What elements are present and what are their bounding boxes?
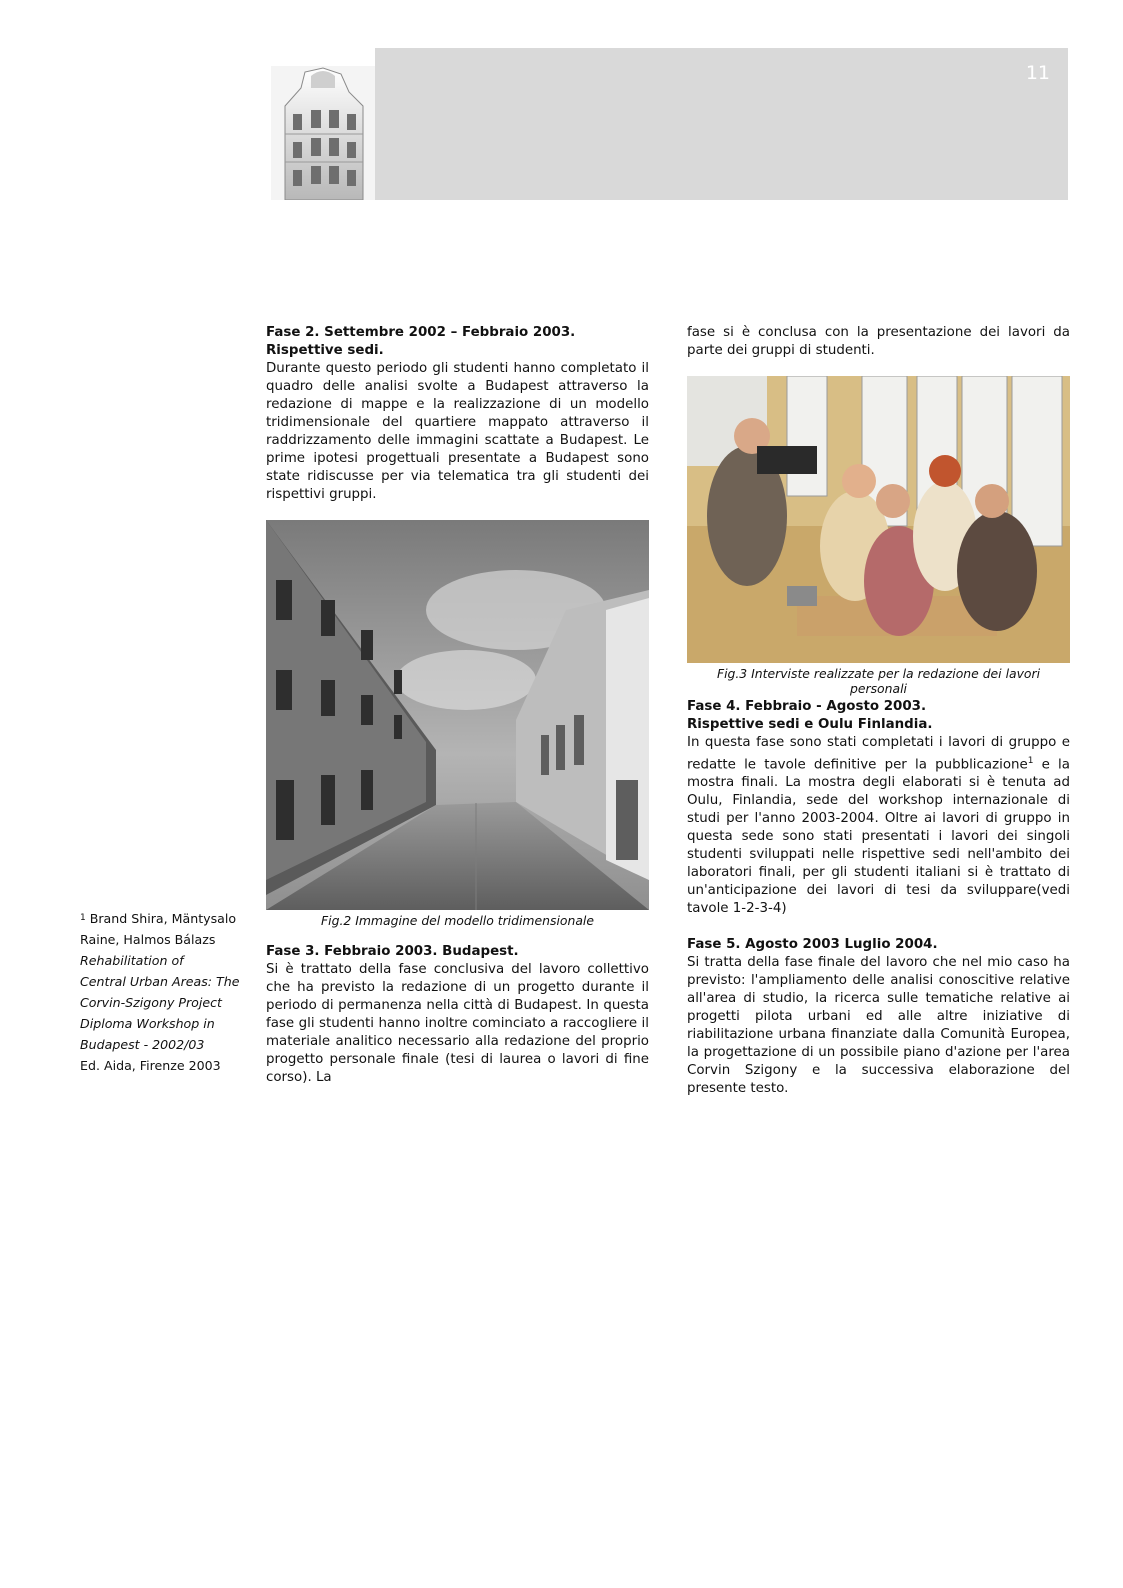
sidenote-title-5: Budapest - 2002/03 — [80, 1037, 205, 1052]
sidenote — [80, 908, 250, 1076]
phase4-body-part2: e la mostra finali. La mostra degli elaborati si è tenuta ad Oulu, Finlandia, sede del workshop internazionale di studi per l'anno 2003-2004. Oltre ai lavori di gruppo in questa sede sono stati presentati i lavori dei singoli studenti sviluppati nelle rispettive sedi nell'ambito dei laboratori finali, per gli studenti italiani si è trattato di un'anticipazione dei lavori di tesi da sviluppare(vedi tavole 1-2-3-4) — [687, 757, 1070, 917]
phase4-subtitle: Rispettive sedi e Oulu Finlandia. — [687, 717, 933, 732]
sidenote-title-1: Rehabilitation of — [80, 953, 184, 968]
phase3-body: Si è trattato della fase conclusiva del lavoro collettivo che ha previsto la redazione di un progetto durante il periodo di permanenza nella città di Budapest. In questa fase gli studenti hanno inoltre cominciato a raccogliere il materiale analitico necessario alla redazione del proprio progetto personale finale (tesi di laurea o lavori di fine corso). La — [266, 962, 649, 1085]
fig3-interview-photo — [687, 376, 1070, 663]
header-building-photo — [271, 66, 375, 200]
sidenote-title-2: Central Urban Areas: The — [80, 974, 240, 989]
left-column-top — [266, 324, 649, 504]
continued-text: fase si è conclusa con la presentazione dei lavori da parte dei gruppi di studenti. — [687, 325, 1070, 358]
phase2-title: Fase 2. Settembre 2002 – Febbraio 2003. — [266, 325, 576, 340]
sidenote-number: 1 — [80, 913, 86, 923]
phase4-body — [687, 734, 1070, 918]
fig2-caption: Fig.2 Immagine del modello tridimensionale — [321, 913, 594, 928]
sidenote-authors-2: Raine, Halmos Bálazs — [80, 932, 216, 947]
sidenote-authors-1: Brand Shira, Mäntysalo — [89, 911, 237, 926]
phase2-subtitle: Rispettive sedi. — [266, 343, 384, 358]
page-number: 11 — [1025, 62, 1050, 84]
fig3-caption: Fig.3 Interviste realizzate per la redazione dei lavori personali — [716, 666, 1041, 696]
phase3-title: Fase 3. Febbraio 2003. Budapest. — [266, 944, 519, 959]
sidenote-publisher: Ed. Aida, Firenze 2003 — [80, 1058, 221, 1073]
left-column-bottom — [266, 943, 649, 1087]
header-band — [375, 48, 1068, 200]
sidenote-line — [80, 908, 250, 929]
phase5-title: Fase 5. Agosto 2003 Luglio 2004. — [687, 937, 938, 953]
phase2-body: Durante questo periodo gli studenti hanno completato il quadro delle analisi svolte a Budapest attraverso la redazione di mappe e la realizzazione di un modello tridimensionale del quartiere mappato attraverso il raddrizzamento delle immagini scattate a Budapest. Le prime ipotesi progettuali presentate a Budapest sono state ridiscusse per via telematica tra gli studenti dei rispettivi gruppi. — [266, 361, 649, 502]
right-column-top — [687, 324, 1070, 360]
sidenote-title-4: Diploma Workshop in — [80, 1016, 215, 1031]
footnote-reference: 1 — [1027, 756, 1034, 766]
phase4-title: Fase 4. Febbraio - Agosto 2003. — [687, 699, 927, 714]
phase5-body: Si tratta della fase finale del lavoro che nel mio caso ha previsto: l'ampliamento delle analisi conoscitive relative all'area di studio, la ricerca sulle tematiche relative ai progetti pilota urbani ed alle altre iniziative di riabilitazione urbana finanziate dalla Comunità Europea, la progettazione di un possibile piano d'azione per l'area Corvin Szigony e la successiva elaborazione del presente testo. — [687, 955, 1070, 1097]
right-column-bottom — [687, 698, 1070, 1098]
fig2-street-model-image — [266, 520, 649, 910]
phase4-body-part1: In questa fase sono stati completati i lavori di gruppo e redatte le tavole definitive per la pubblicazione — [687, 735, 1070, 773]
sidenote-title-3: Corvin-Szigony Project — [80, 995, 222, 1010]
